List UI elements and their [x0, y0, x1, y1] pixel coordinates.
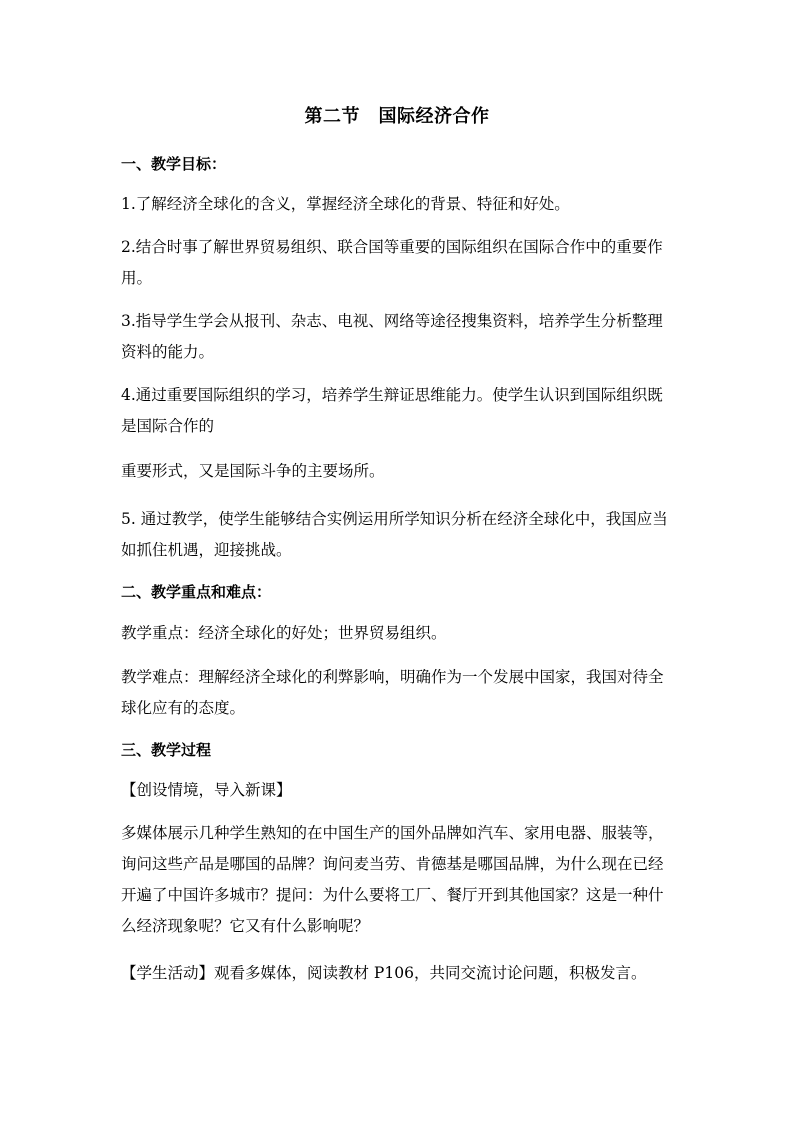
objective-item-2: 2.结合时事了解世界贸易组织、联合国等重要的国际组织在国际合作中的重要作用。	[121, 238, 663, 287]
objective-item-1: 1.了解经济全球化的含义，掌握经济全球化的背景、特征和好处。	[121, 195, 570, 213]
objective-item-4: 4.通过重要国际组织的学习，培养学生辩证思维能力。使学生认识到国际组织既是国际合作的	[121, 386, 663, 435]
section-heading-key-points: 二、教学重点和难点：	[121, 583, 272, 601]
objective-item-3: 3.指导学生学会从报刊、杂志、电视、网络等途径搜集资料，培养学生分析整理资料的能力。	[121, 312, 663, 361]
page-title: 第二节 国际经济合作	[304, 106, 490, 127]
student-activity: 【学生活动】观看多媒体，阅读教材 P106，共同交流讨论问题，积极发言。	[121, 964, 647, 982]
section-heading-process: 三、教学过程	[121, 741, 212, 759]
intro-paragraph: 多媒体展示几种学生熟知的在中国生产的国外品牌如汽车、家用电器、服装等，询问这些产品是哪国的品牌？询问麦当劳、肯德基是哪国品牌，为什么现在已经开遍了中国许多城市？提问：为什么要将工厂、餐厅开到其他国家？这是一种什么经济现象呢？它又有什么影响呢？	[121, 824, 664, 935]
objective-item-4-continued: 重要形式，又是国际斗争的主要场所。	[121, 462, 385, 480]
objective-item-5: 5. 通过教学，使学生能够结合实例运用所学知识分析在经济全球化中，我国应当如抓住机遇，迎接挑战。	[121, 510, 668, 559]
intro-label: 【创设情境，导入新课】	[121, 781, 292, 799]
difficult-point-text: 教学难点：理解经济全球化的利弊影响，明确作为一个发展中国家，我国对待全球化应有的态度。	[121, 668, 664, 717]
section-heading-objectives: 一、教学目标：	[121, 155, 227, 173]
key-point-text: 教学重点：经济全球化的好处；世界贸易组织。	[121, 624, 447, 642]
